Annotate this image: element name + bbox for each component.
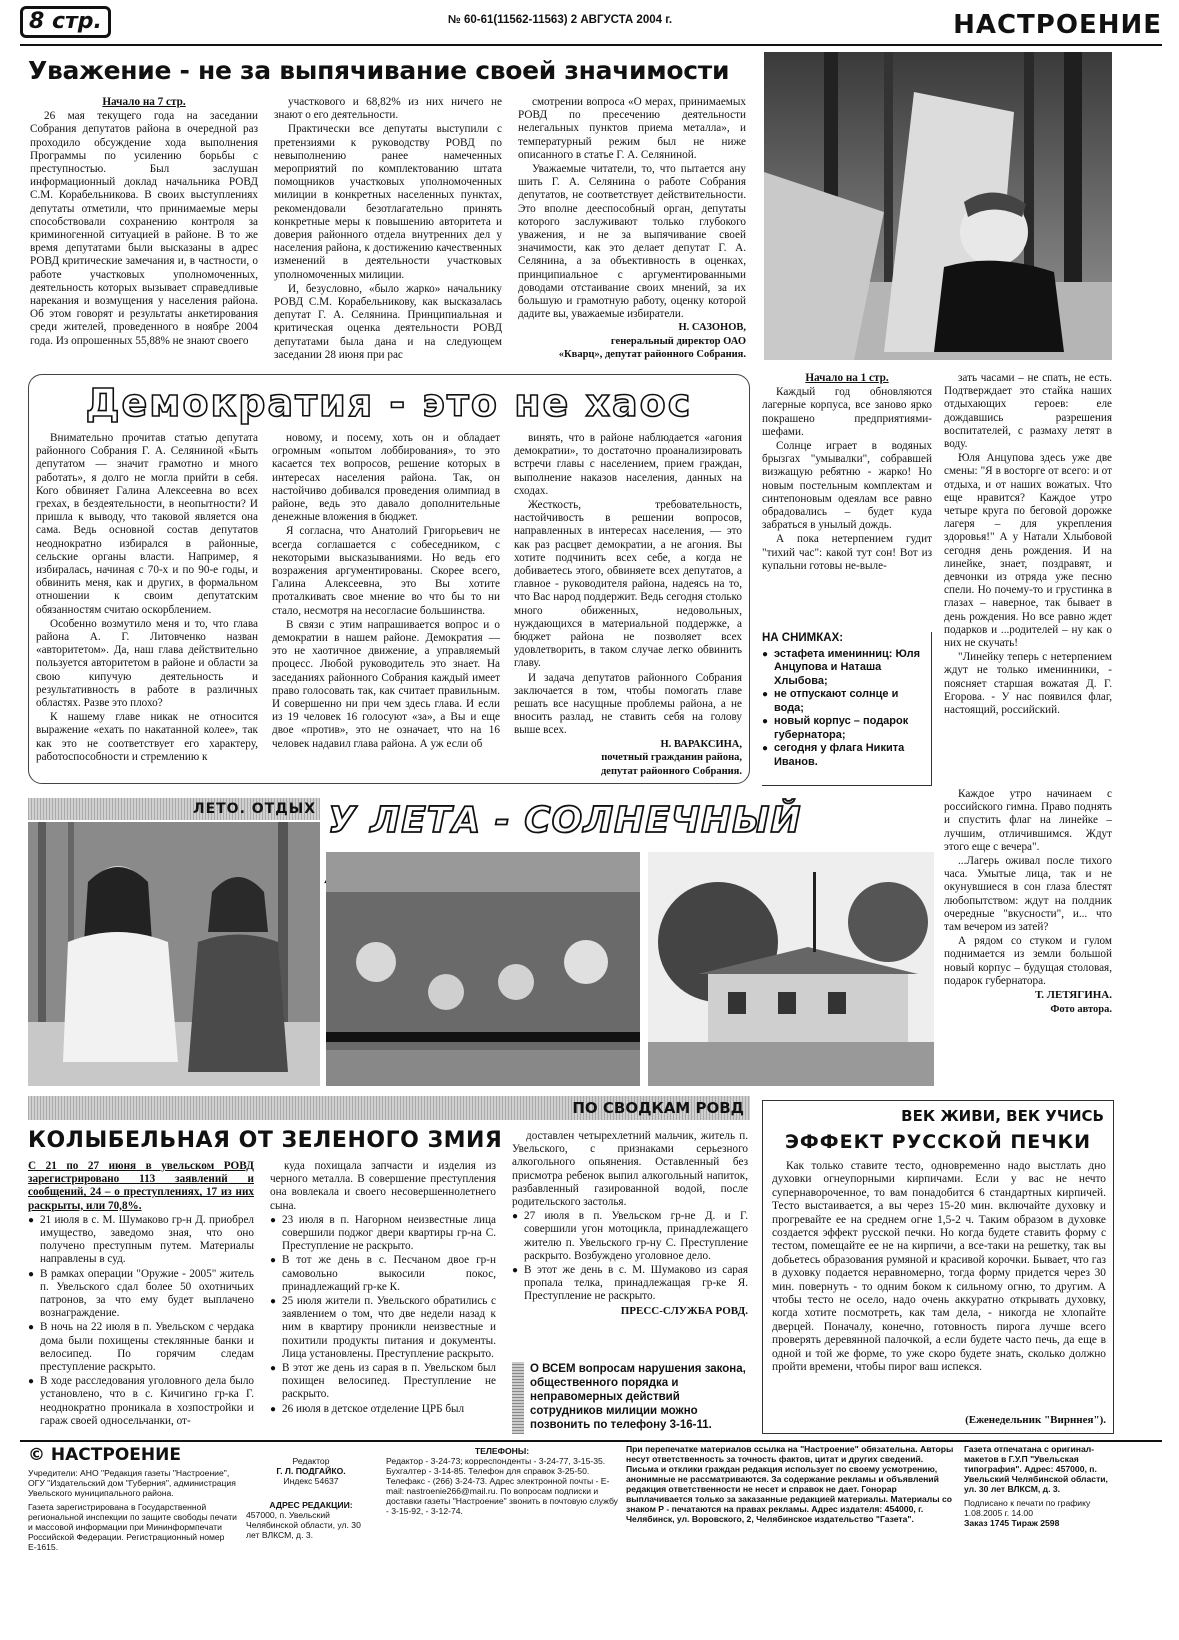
article3-p4: зать часами – не спать, не есть. Подтверждает это стайка наших отдыхающих героев: еле дождавшись разрешения воспитателей, с размаху летят в воду.: [944, 372, 1112, 451]
footer-founders-text: Учредители: АНО "Редакция газеты "Настроение", ОГУ "Издательский дом "Губерния", администрация Увельского муниципального района.: [28, 1468, 236, 1498]
article1-p1: 26 мая текущего года на заседании Собрания депутатов района в очередной раз проходило обсуждение хода выполнения Программы по усилению борьбы с преступностью. Был заслушан информационный доклад начальника РОВД С.М. Корабельникова. В своих выступлениях депутаты отметили, что принимаемые меры способствовали сохранению контроля за криминогенной ситуацией в районе. В то же время депутатами были высказаны в адрес РОВД критические замечания и, в частности, о работе участковых уполномоченных, деятельность которых вызывает справедливые нарекания и возмущения у населения района. Об этом говорят и результаты анкетирования среди жителей, проведенного в ноябре 2004 года. Из опрошенных 55,88% не знают своего: [30, 110, 258, 347]
order-circulation: Заказ 1745 Тираж 2598: [964, 1518, 1060, 1528]
article3-p2: Солнце играет в водяных брызгах "умывалки", собравшей визжащую ребятню - жарко! Но новым постельным комплектам и синтепоновым одеялам все равно обрадовались – будет куда забраться в унылый дождь.: [762, 440, 932, 532]
footer-phones: [386, 1446, 618, 1630]
article2-col1: [36, 432, 258, 778]
photo-girls-image: [28, 822, 320, 1086]
article1-col3: [518, 96, 746, 368]
photo-boy-flag: [764, 52, 1112, 360]
photos-label: НА СНИМКАХ:: [762, 632, 844, 644]
rovd-item: ● 25 июля жители п. Увельского обратились с заявлением о том, что две недели назад к ним в квартиру проникли неизвестные и похитили продукты питания и документы. Лица установлены. Преступление раскрыто.: [270, 1295, 496, 1361]
article2-p4: новому, и посему, хоть он и обладает огромным «опытом лоббирования», то это касается тех вопросов, решение которых в интересах населения района. Так, он настойчиво добивался проведения олимпиад в районе, ведь это давало дополнительные денежные вложения в бюджет.: [272, 432, 500, 524]
footer-rules: [626, 1444, 956, 1630]
article2-p6: В связи с этим напрашивается вопрос и о демократии в нашем районе. Демократия — это не хаотичное движение, а управляемый процесс. Любой руководитель это знает. На заседаниях районного Собрания каждый имеет право голосовать так, как считает правильным. И совершенно ни при чем здесь глава. И если из 19 человек 16 голосуют «за», а Вы и еще двое «против», это не означает, что на 16 человек надавил глава района. А уж если об: [272, 618, 500, 750]
editorial-address: 457000, п. Увельский Челябинской области, ул. 30 лет ВЛКСМ, д. 3.: [246, 1510, 361, 1540]
article4-title: КОЛЫБЕЛЬНАЯ ОТ ЗЕЛЕНОГО ЗМИЯ: [28, 1128, 503, 1153]
article1-author-post: генеральный директор ОАО: [610, 335, 746, 347]
address-label: АДРЕС РЕДАКЦИИ:: [269, 1500, 353, 1510]
rovd-item: ● 21 июля в с. М. Шумаково гр-н Д. приобрел имущество, заведомо зная, что оно получено преступным путем. Материалы направлены в суд.: [28, 1214, 254, 1267]
header-rule: [20, 44, 1162, 46]
photo-caption-1: ● эстафета именинниц: Юля Анцупова и Наташа Хлыбова;: [762, 648, 931, 689]
rovd-item: ● В тот же день в с. Песчаном двое гр-н самовольно выкосили покос, принадлежащий гр-ке К.: [270, 1254, 496, 1294]
article3-p6: "Линейку теперь с нетерпением ждут не только именинники, - поясняет старшая вожатая Д. Г. Егорова. - У нас появился флаг, настоящий, российский.: [944, 651, 1112, 717]
article4-lead: С 21 по 27 июня в увельском РОВД зарегистрировано 113 заявлений и сообщений, 24 – о преступлениях, 17 из них раскрыты, или 70,8%.: [28, 1160, 254, 1212]
article1-author-post2: «Кварц», депутат районного Собрания.: [558, 349, 746, 361]
photo-captions-box: [762, 632, 932, 786]
rovd-item: ● 27 июля в п. Увельском гр-не Д. и Г. совершили угон мотоцикла, принадлежащего жителю п. Увельского гр-ну С. Преступление раскрыто. Возбуждено уголовное дело.: [512, 1210, 748, 1263]
footer-print: [964, 1444, 1114, 1630]
article2-p2: Особенно возмутило меня и то, что глава района А. Г. Литовченко назван «авторитетом». Да, наш глава действительно пользуется авторитетом в районе и области за свою кипучую деятельность и результативность в работе в различных областях. Разве это плохо?: [36, 617, 258, 710]
article2-col2: [272, 432, 500, 778]
article4-col3: [512, 1130, 748, 1358]
reprint-rules: При перепечатке материалов ссылка на "Настроение" обязательна. Авторы несут ответственность за точность фактов, цитат и других сведений. Письма и отклики граждан редакция использует по своему усмотрению, анонимные не рассматриваются. За содержание рекламы и объявлений редакция ответственности не несет и справок не дает. Гонорар выплачивается только за заказанные редакцией материалы. Материалы со знаком Р - печатаются на правах рекламы. Адрес издателя: 454000, г. Челябинск, ул. Воровского, 2, Челябинское издательство "Газета".: [626, 1444, 954, 1524]
article2-title: Демократия - это не хаос: [85, 381, 693, 425]
article1-author: Н. САЗОНОВ,: [678, 322, 746, 334]
article3-title: У ЛЕТА - СОЛНЕЧНЫЙ: [328, 800, 802, 841]
oven-rubric: ВЕК ЖИВИ, ВЕК УЧИСЬ: [901, 1107, 1104, 1125]
rovd-item: ● В этот же день из сарая в п. Увельском был похищен велосипед. Преступление не раскрыто.: [270, 1362, 496, 1402]
article2-col3: [514, 432, 742, 778]
signed-for-print: Подписано к печати по графику 1.08.2005 г. 14.00: [964, 1498, 1091, 1518]
summer-rubric: ЛЕТО. ОТДЫХ: [192, 801, 316, 817]
rovd-item-continued: куда похищала запчасти и изделия из черного металла. В совершение преступления она вовлекала и своего несовершеннолетнего сына.: [270, 1160, 496, 1212]
rovd-press-service: ПРЕСС-СЛУЖБА РОВД.: [620, 1304, 748, 1317]
phones-list: Редактор - 3-24-73; корреспонденты - 3-24-77, 3-15-35. Бухгалтер - 3-14-85. Телефон для справок 3-25-50. Телефакс - (266) 3-24-73. Адрес электронной почты - E-mail: nastroenie266@mail.ru. По вопросам подписки и доставки газеты "Настроение" звонить в почтовую службу - 3-15-92, - 3-12-74.: [386, 1456, 618, 1516]
article5-text: Как только ставите тесто, одновременно надо выстлать дно духовки огнеупорными кирпичами. Если у вас не нечто супернавороченное, то вам понадобится 6 стандартных кирпичей. Тесто выстаивается, а вы через 15-20 мин. включайте духовку и прогревайте ее на среднем огне 1,5-2 ч. Таким образом в духовке создается эффект русской печки. Но когда будете ставить форму с тестом, помещайте ее не на кирпичи, а все-таки на решетку, так вы добьетесь образования румяной и красивой корочки. Бывает, что газ в духовку подается неравномерно, тогда форму придется через 30 мин. повернуть - то одним боком к сильному огню, то другим. А чтобы тесто не осело, надо очень аккуратно открывать духовку, когда хотите посмотреть, как там дела, - никогда не хлопайте дверцей. Поначалу, конечно, готовность пирога лучше всего проверять деревянной палочкой, а если будете часто печь, да еще в одной и той же форме, то уже скоро будете знать, сколько должно пройти времени, чтобы пирог ваш испекся.: [772, 1160, 1106, 1374]
notice-bar: [512, 1362, 524, 1434]
editor-name: Г. Л. ПОДГАЙКО.: [276, 1466, 346, 1476]
footer-rule: [20, 1440, 1162, 1442]
article2-p1: Внимательно прочитав статью депутата районного Собрания Г. А. Селяниной «Быть депутатом — значит грамотно и много работать», я долго не могла прийти в себя. Кого обвиняет Галина Алексеевна во всех грехах, в бездеятельности, в неопытности? И пришла к выводу, что таковой является она сама. Ведь основной состав депутатов неоднократно избирался в районные, сельские органы власти. Например, я избиралась, начиная с 70-х и по 90-е годы, и обвинить меня, как и других, в формальном отношении к своим депутатским обязанностям считаю оскорблением.: [36, 432, 258, 616]
article1-title: Уважение - не за выпячивание своей значимости: [28, 56, 730, 85]
brand-header: НАСТРОЕНИЕ: [953, 10, 1162, 40]
photo-caption-3: ● новый корпус – подарок губернатора;: [762, 715, 931, 742]
rovd-item: ● В рамках операции "Оружие - 2005" житель п. Увельского сдал более 50 охотничьих патронов, за что ему будет выплачено вознаграждение.: [28, 1268, 254, 1321]
photo-new-building-image: [648, 852, 934, 1086]
article5-title: ЭФФЕКТ РУССКОЙ ПЕЧКИ: [784, 1131, 1092, 1153]
rovd-item: ● В ночь на 22 июля в п. Увельском с чердака дома были похищены стеклянные банки и велосипед. По горячим следам преступление раскрыто.: [28, 1321, 254, 1374]
photo-new-building: [648, 852, 934, 1086]
editor-label: Редактор: [292, 1456, 330, 1466]
printing-house: Газета отпечатана с оригинал-макетов в Г.У.П "Увельская типография". Адрес: 457000, п. Увельский Челябинской области, ул. 30 лет ВЛКСМ, д. 3.: [964, 1444, 1108, 1494]
article4-col2: [270, 1160, 496, 1432]
footer-founders: [28, 1468, 240, 1630]
article1-p3: Практически все депутаты выступили с претензиями к руководству РОВД по невыполнению ранее намеченных мероприятий по комплектованию штата помощников участковых уполномоченных милиции в конкретных населенных пунктах, рекомендовали безотлагательно принять конкретные меры к повышению авторитета и доверия районного отдела внутренних дел у населения района, к достижению качественных изменений в деятельности участковых уполномоченных милиции.: [274, 123, 502, 281]
photo-caption-2: ● не отпускают солнце и вода;: [762, 688, 931, 715]
article1-p4: И, безусловно, «было жарко» начальнику РОВД С.М. Корабельникову, как высказалась депутат Г. А. Селянина. Принципиальная и критическая оценка деятельности РОВД депутатами была дана и на следующем заседании 28 июня при рас: [274, 282, 502, 361]
photo-swimming: [326, 852, 640, 1086]
article2-p9: И задача депутатов районного Собрания заключается в том, чтобы помогать главе решать все насущные проблемы района, а не вносить разлад, не ставить себя на голову выше всех.: [514, 671, 742, 737]
article1-p5: смотрении вопроса «О мерах, принимаемых РОВД по пресечению деятельности нелегальных пунктов приема металла», и температурный режим был не ниже описанного в статье Г. А. Селяниной.: [518, 96, 746, 161]
footer-editor: [246, 1456, 376, 1630]
article2-author-post: почетный гражданин района,: [601, 752, 742, 764]
article1-col2: [274, 96, 502, 368]
photo-girls: [28, 822, 320, 1086]
article2-p7: винять, что в районе наблюдается «агония демократии», то достаточно проанализировать встречи главы с населением, прием граждан, выполнение наказов населения, данных на сходах.: [514, 432, 742, 497]
photo-caption-4: ● сегодня у флага Никита Иванов.: [762, 742, 931, 769]
rovd-phone-notice: [512, 1362, 748, 1434]
rovd-item: ● В ходе расследования уголовного дела было установлено, что в с. Кичигино гр-ка Г. неоднократно проникала в хозпостройки и гараж своей односельчанки, от-: [28, 1375, 254, 1428]
photo-swimming-image: [326, 852, 640, 1086]
rovd-item: ● В этот же день в с. М. Шумаково из сарая пропала телка, принадлежащая гр-ке Я. Преступление не раскрыто.: [512, 1264, 748, 1304]
article2-p5: Я согласна, что Анатолий Григорьевич не всегда соглашается с собеседником, с некоторыми высказываниями. Но ведь его возражения аргументированы. Скорее всего, Галина Алексеевна, это Вы хотите проталкивать свое мнение во что бы то ни стало, несмотря на несогласие большинства.: [272, 525, 500, 617]
article3-p7: Каждое утро начинаем с российского гимна. Право поднять и спустить флаг на линейке – лучшим, отличившимся. Ждут этого еще с вечера".: [944, 788, 1112, 853]
article3-colA: [762, 372, 932, 630]
article1-p6: Уважаемые читатели, то, что пытается ану​шить Г. А. Селянина о работе Собрания депутатов, не соответствует действительности. Это вполне дееспособный орган, депутаты которого заслуживают только глубокого уважения, и не за выпячивание своей значимости, как это делает депутат Г. А. Селянина, а за объективность в оценках, принципиальное с аргументированными доводами отстаивание своих мнений, за их большую и грамотную работу, оценку которой дадите вы, уважаемые избиратели.: [518, 163, 746, 321]
article3-p8: ...Лагерь оживал после тихого часа. Умытые лица, так и не окунувшиеся в сон глаза блестят любопытством: ждут на полдник очередные "вкусности", и... что там вечером из затей?: [944, 855, 1112, 934]
article1-continued: Начало на 7 стр.: [102, 96, 186, 108]
article3-p1: Каждый год обновляются лагерные корпуса, все заново ярко покрашено предприятиями-шефами.: [762, 386, 932, 438]
subscription-index: Индекс 54637: [283, 1476, 339, 1486]
article3-continued: Начало на 1 стр.: [805, 372, 889, 384]
article3-p5: Юля Анцупова здесь уже две смены: "Я в восторге от всего: и от отдыха, и от наших вожатых. Что еще нравится? Каждое утро четыре круга по беговой дорожке лагеря – для укрепления здоровья!" А у Натали Хлыбовой сегодня день рождения. И на линейке, знает, поздравят, и девчонки из отряда уже песню спели. Но почему-то и грустинка в глазах – наверное, так бывает в день рождения. Но все равно ждет подарков и ...родителей – ну как о них не скучать!: [944, 452, 1112, 650]
article1-col1: [30, 96, 258, 368]
footer-registration: Газета зарегистрирована в Государственной региональной инспекции по защите свободы печати и массовой информации при Мининформпечати Российской Федерации. Регистрационный номер Е-1615.: [28, 1502, 237, 1552]
phones-label: ТЕЛЕФОНЫ:: [474, 1446, 530, 1456]
rovd-item: ● 23 июля в п. Нагорном неизвестные лица совершили поджог двери квартиры гр-на С. Преступление не раскрыто.: [270, 1214, 496, 1254]
article3-p3: А пока нетерпением гудит "тихий час": какой тут сон! Вот из купальни готовы не-выле-: [762, 533, 932, 572]
article3-colB-top: [944, 372, 1112, 786]
rovd-rubric: ПО СВОДКАМ РОВД: [572, 1099, 744, 1117]
article2-author: Н. ВАРАКСИНА,: [660, 738, 742, 750]
issue-line: № 60-61(11562-11563) 2 АВГУСТА 2004 г.: [447, 14, 673, 26]
page-number: [20, 6, 120, 42]
article3-photo-credit: Фото автора.: [1050, 1004, 1112, 1016]
article3-colB-bottom: [944, 788, 1112, 1094]
article2-p8: Жесткость, требовательность, настойчивость в решении вопросов, направленных в интересах населения, — это как раз расцвет демократии, а не агония. Вы хотите подчинить всех себе, а когда не добиваетесь этого, обвиняете всех депутатов, а главное - руководителя района, надеясь на то, что Вас народ поддержит. Ведь сегодня столько много обиженных, недовольных, нуждающихся в материальной поддержке, а бюджет района не позволяет всех удовлетворить, в таком случае легко обвинить главу.: [514, 499, 742, 670]
footer-brand: © НАСТРОЕНИЕ: [28, 1445, 181, 1465]
rovd-item-continued: доставлен четырехлетний мальчик, житель п. Увельского, с признаками серьезного алкогольного опьянения. Оставленный без присмотра ребенок выпил алкогольный напиток, разбавленный газированной водой, после родительского застолья.: [512, 1130, 748, 1209]
article3-p9: А рядом со стуком и гулом поднимается из земли большой новый корпус – будущая столовая, подарок губернатора.: [944, 935, 1112, 987]
article5-source: (Еженедельник "Вирннея").: [965, 1414, 1106, 1426]
page-label: 8 стр.: [20, 6, 111, 38]
article2-p3: К нашему главе никак не относится выражение «ехать по накатанной колее», так как это не соответствует его характеру, работоспособности и стремлению к: [36, 711, 258, 763]
article4-col1: [28, 1160, 254, 1432]
article2-author-post2: депутат районного Собрания.: [600, 765, 742, 777]
notice-text: О ВСЕМ вопросам нарушения закона, общественного порядка и неправомерных действий сотрудников милиции можно позвонить по телефону 3-16-11.: [530, 1363, 746, 1431]
article3-author: Т. ЛЕТЯГИНА.: [1035, 989, 1112, 1002]
article1-p2: участкового и 68,82% из них ничего не знают о его деятельности.: [274, 96, 502, 122]
photo-boy-flag-image: [764, 52, 1112, 360]
article5-body: [772, 1160, 1106, 1412]
rovd-item: ● 26 июля в детское отделение ЦРБ был: [270, 1403, 496, 1416]
